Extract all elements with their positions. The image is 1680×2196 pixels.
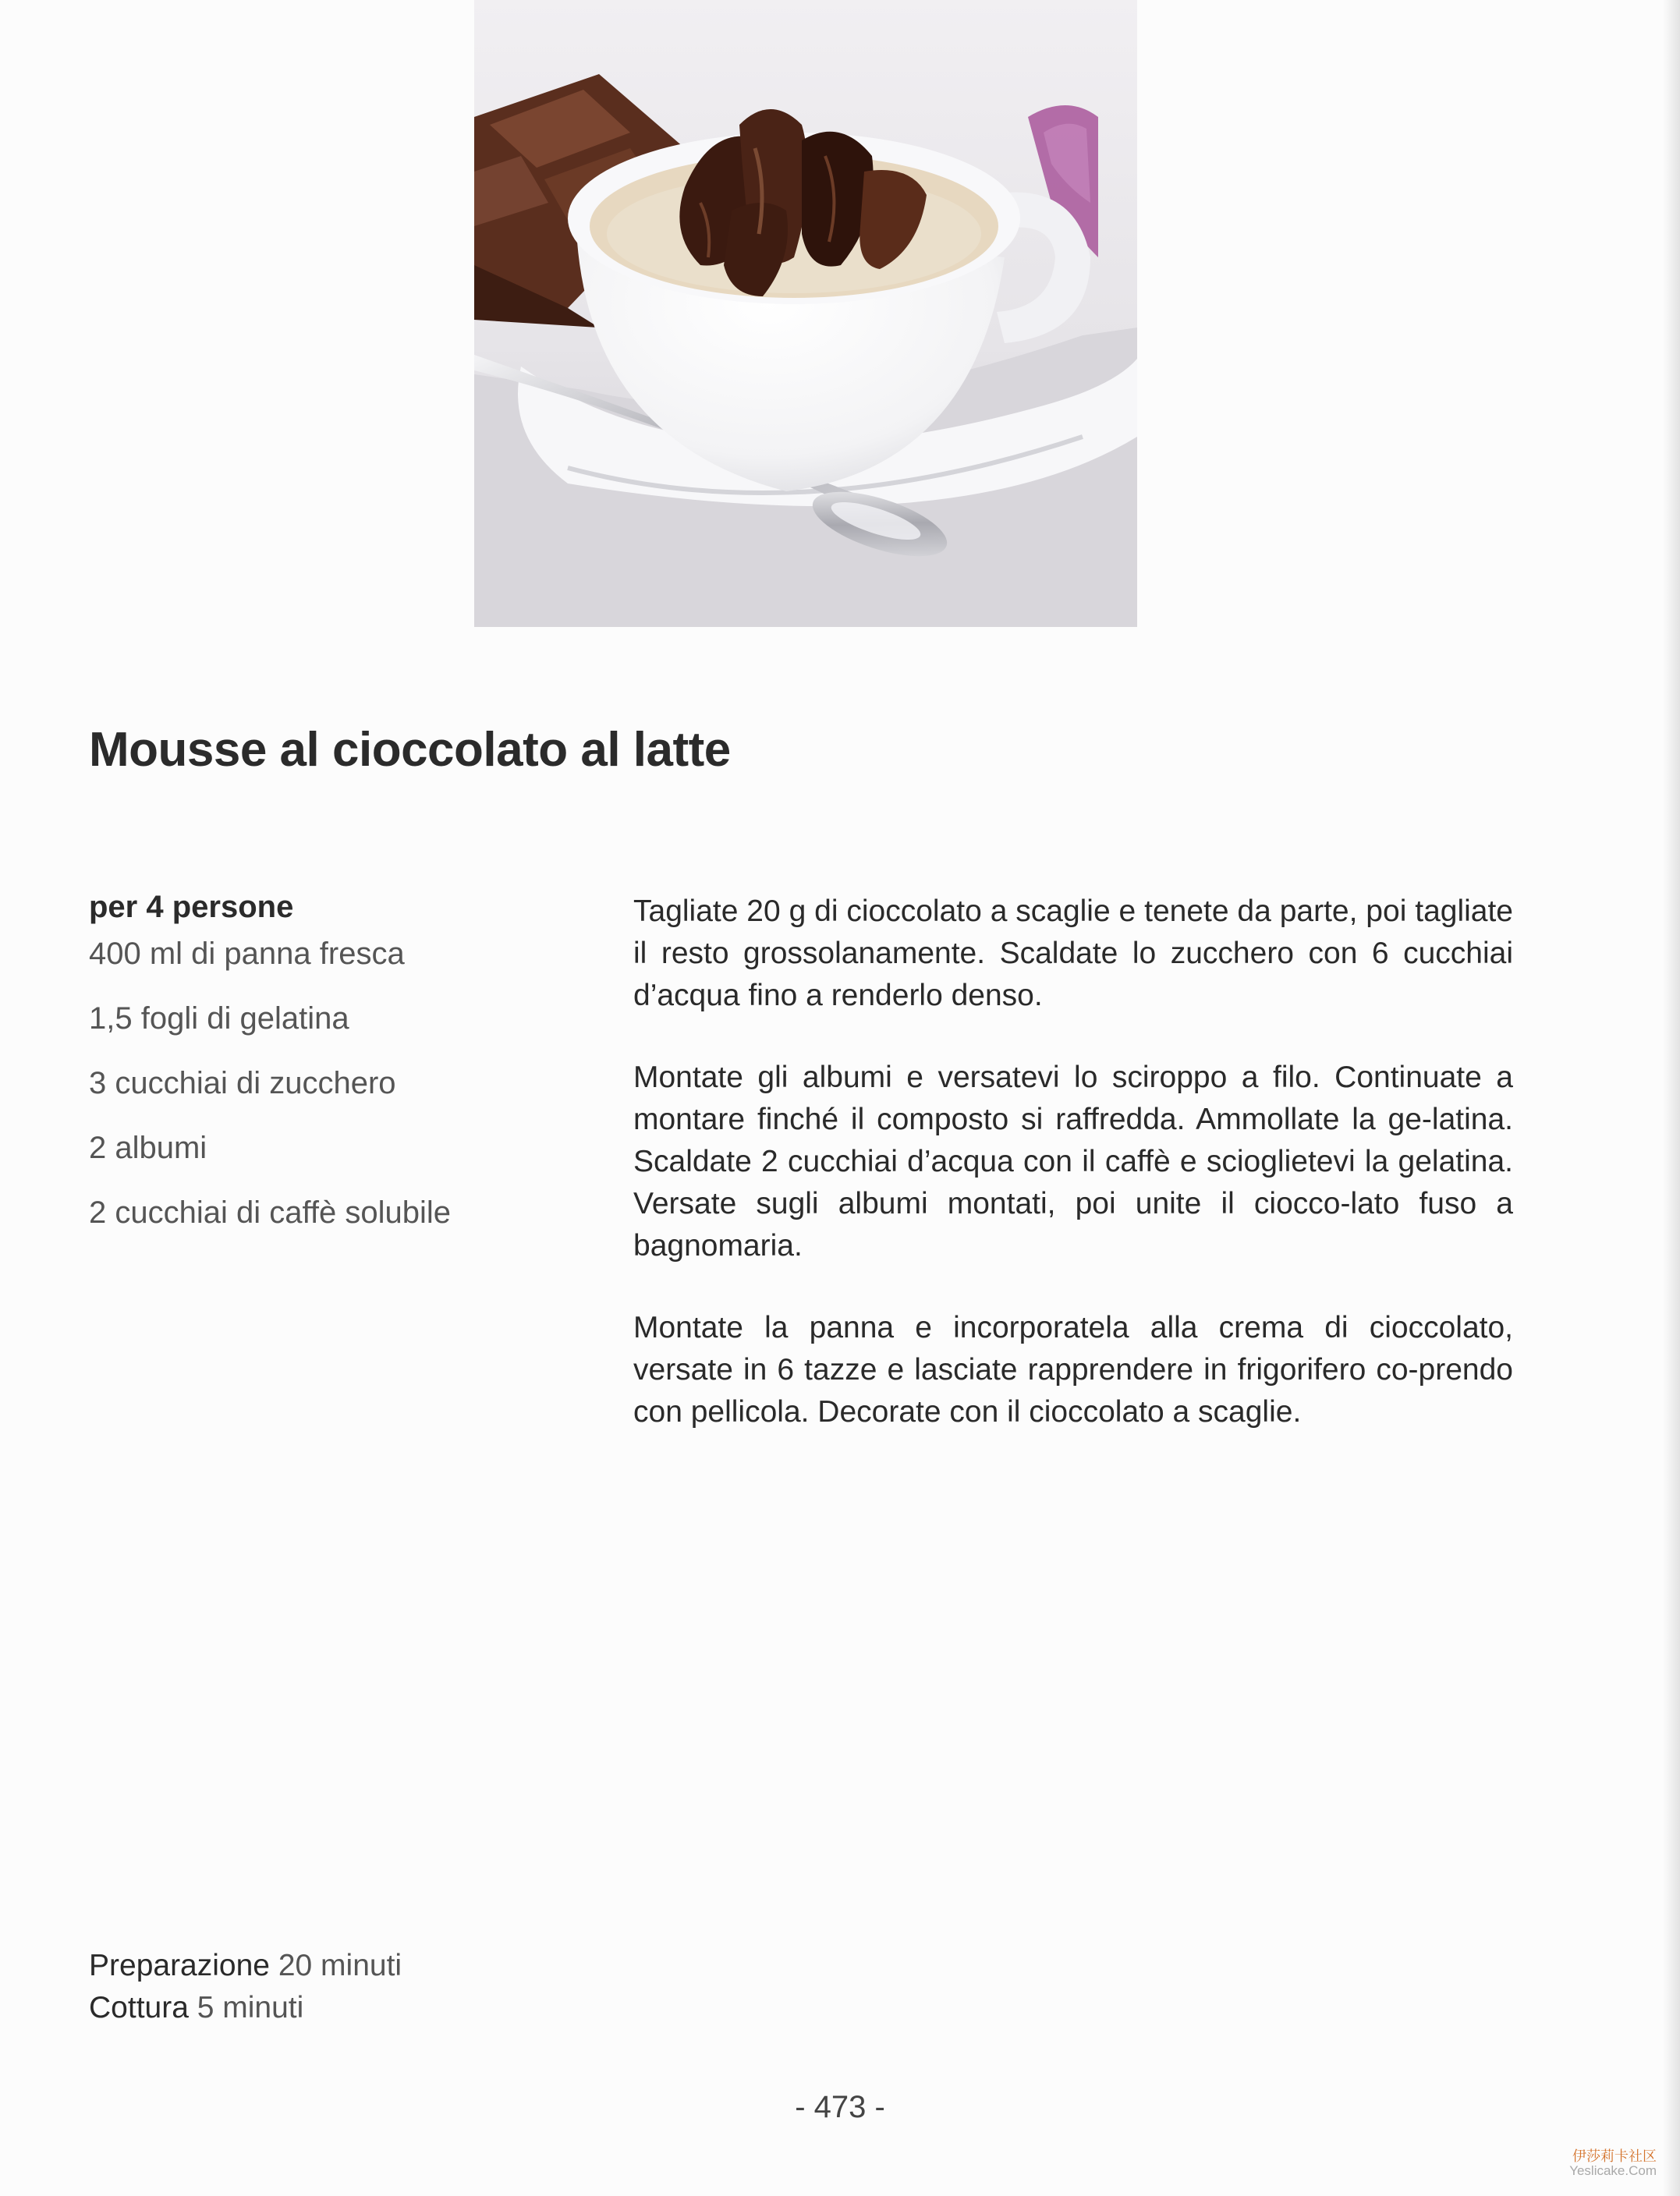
method-step-3: Montate la panna e incorporatela alla crema di cioccolato, versate in 6 tazze e lasciate rapprendere in frigorifero co-prendo con pellicola. Decorate con il cioccolato a scaglie. [633, 1311, 1513, 1429]
watermark-line-1: 伊莎莉卡社区 [1572, 2148, 1657, 2164]
prep-time-label: Preparazione [89, 1949, 270, 1982]
ingredient-item: 2 cucchiai di caffè solubile [89, 1195, 451, 1230]
ingredient-item: 2 albumi [89, 1131, 207, 1165]
recipe-title: Mousse al cioccolato al latte [89, 723, 731, 777]
ingredients-list [89, 887, 526, 1258]
cook-time-value: 5 minuti [197, 1991, 304, 2024]
cook-time-label: Cottura [89, 1991, 189, 2024]
method-step-2: Montate gli albumi e versatevi lo sciroppo a filo. Continuate a montare finché il composto si raffredda. Ammollate la ge-latina. Scaldate 2 cucchiai d’acqua con il caffè e scioglietevi la gelatina. Versate sugli albumi montati, poi unite il ciocco-lato fuso a bagnomaria. [633, 1061, 1513, 1263]
ingredient-item: 3 cucchiai di zucchero [89, 1066, 396, 1100]
watermark-line-2: Yeslicake.Com [1569, 2163, 1657, 2179]
page-edge-shadow [1663, 0, 1680, 2196]
ingredient-item: 1,5 fogli di gelatina [89, 1001, 349, 1036]
method-step-1: Tagliate 20 g di cioccolato a scaglie e tenete da parte, poi tagliate il resto grossolanamente. Scaldate lo zucchero con 6 cucchiai d’acqua fino a renderlo denso. [633, 894, 1513, 1012]
cook-time [89, 1987, 402, 2029]
dessert-photo [474, 0, 1137, 627]
timing-info [89, 1945, 402, 2029]
servings-label: per 4 persone [89, 890, 294, 924]
prep-time [89, 1945, 402, 1987]
mousse-cup-illustration [474, 0, 1137, 627]
ingredient-item: 400 ml di panna fresca [89, 937, 405, 971]
watermark [1569, 2149, 1657, 2179]
page-number: - 473 - [795, 2090, 885, 2124]
method-steps [633, 891, 1513, 1473]
prep-time-value: 20 minuti [278, 1949, 402, 1982]
